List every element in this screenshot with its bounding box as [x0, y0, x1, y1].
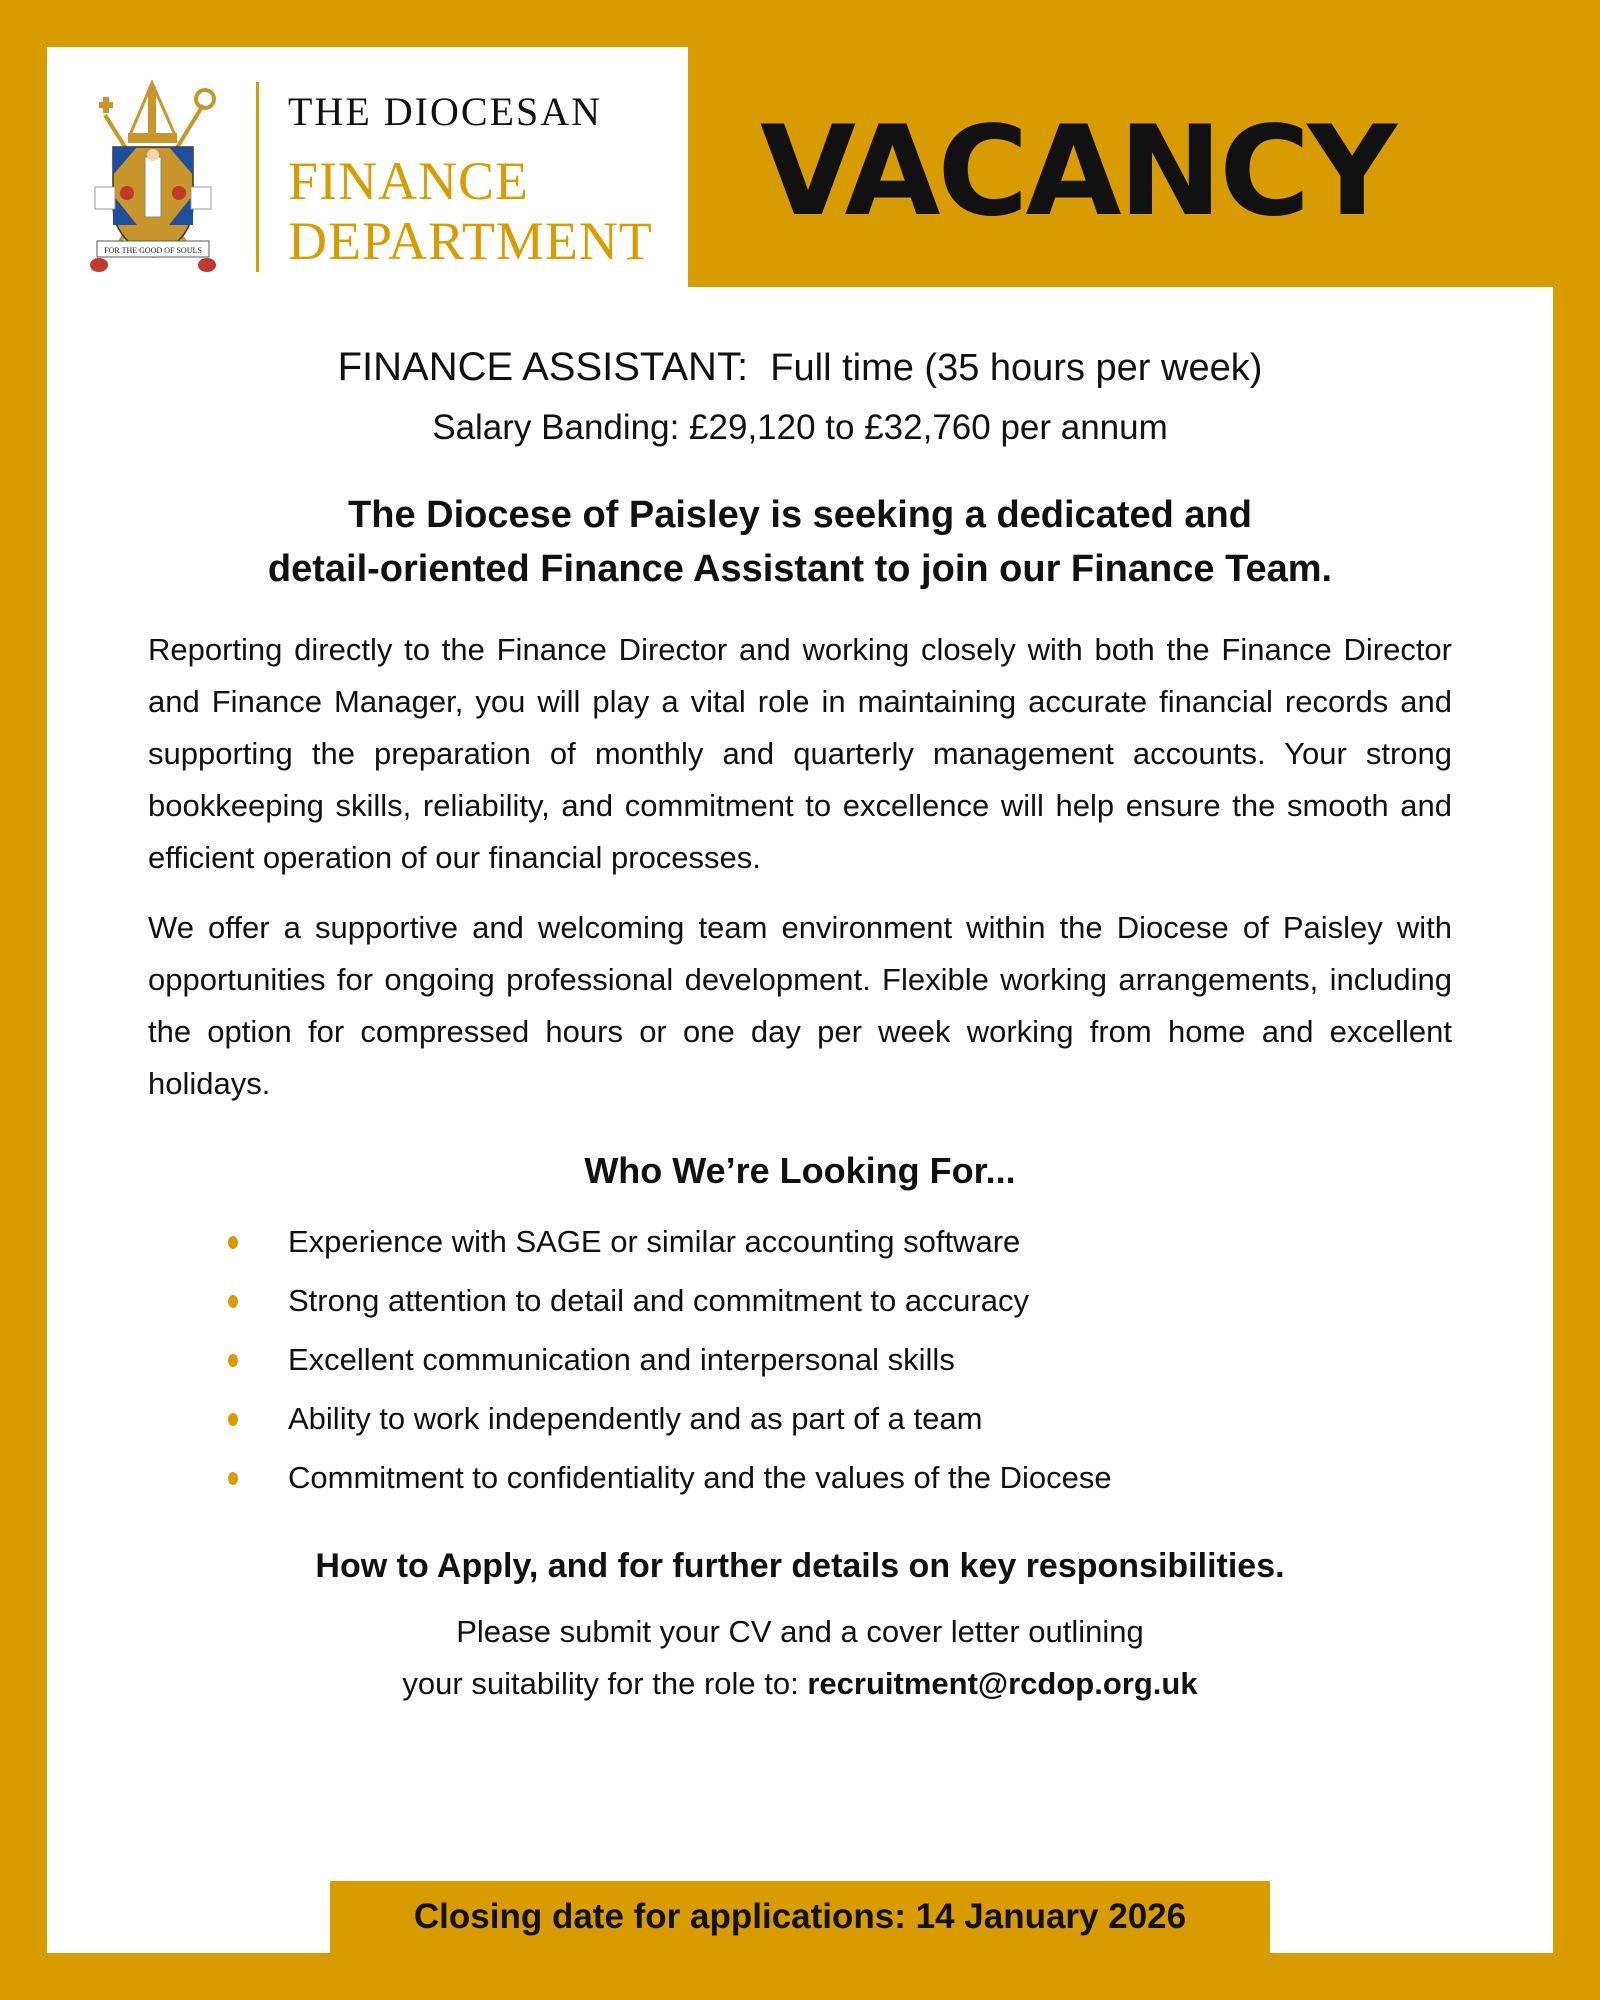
bullet-icon — [228, 1354, 238, 1367]
how-to-apply-heading: How to Apply, and for further details on key responsibilities. — [315, 1547, 1285, 1585]
requirements-list — [148, 1212, 1452, 1507]
crest-motto: FOR THE GOOD OF SOULS — [104, 246, 202, 255]
requirement-text: Excellent communication and interpersonal skills — [288, 1342, 955, 1377]
intro-statement — [148, 488, 1452, 596]
intro-line-2: detail-oriented Finance Assistant to join our Finance Team. — [267, 548, 1333, 590]
requirement-text: Ability to work independently and as part of a team — [288, 1401, 983, 1436]
list-item — [228, 1448, 1452, 1507]
bullet-icon — [228, 1295, 238, 1308]
benefits-paragraph: We offer a supportive and welcoming team environment within the Diocese of Paisley with opportunities for ongoing professional development. Flexible working arrangements, including the option for compressed hours or one day per week working from home and excellent holidays. — [148, 910, 1452, 1101]
org-name-line3: DEPARTMENT — [288, 211, 653, 271]
job-advert-body — [148, 345, 1452, 1710]
bullet-icon — [228, 1413, 238, 1426]
role-description-paragraph: Reporting directly to the Finance Director and working closely with both the Finance Director and Finance Manager, you will play a vital role in maintaining accurate financial records and supporting the preparation of monthly and quarterly management accounts. Your strong bookkeeping skills, reliability, and commitment to excellence will help ensure the smooth and efficient operation of our financial processes. — [148, 632, 1452, 875]
apply-line-2: your suitability for the role to: — [402, 1666, 808, 1701]
list-item — [228, 1212, 1452, 1271]
org-name-line2: FINANCE — [288, 151, 530, 211]
job-title: FINANCE ASSISTANT: — [337, 345, 749, 389]
bullet-icon — [228, 1236, 238, 1249]
logo-divider — [256, 82, 259, 272]
list-item — [228, 1330, 1452, 1389]
org-name-line1: THE DIOCESAN — [288, 89, 602, 134]
bullet-icon — [228, 1472, 238, 1485]
job-hours: Full time (35 hours per week) — [770, 347, 1263, 389]
closing-date-text: Closing date for applications: 14 January 2026 — [413, 1897, 1187, 1936]
apply-instructions — [148, 1606, 1452, 1710]
diocesan-crest-icon — [85, 75, 220, 275]
requirement-text: Strong attention to detail and commitment to accuracy — [288, 1283, 1029, 1318]
vacancy-headline: VACANCY — [760, 100, 1395, 244]
recruitment-email-link[interactable]: recruitment@rcdop.org.uk — [807, 1666, 1198, 1701]
list-item — [228, 1271, 1452, 1330]
apply-line-1: Please submit your CV and a cover letter outlining — [456, 1614, 1144, 1649]
looking-for-heading: Who We’re Looking For... — [584, 1150, 1016, 1191]
job-title-line — [148, 345, 1452, 390]
closing-date-banner — [330, 1881, 1270, 1953]
intro-line-1: The Diocese of Paisley is seeking a dedicated and — [348, 494, 1252, 536]
requirement-text: Experience with SAGE or similar accounting software — [288, 1224, 1021, 1259]
list-item — [228, 1389, 1452, 1448]
requirement-text: Commitment to confidentiality and the values of the Diocese — [288, 1460, 1112, 1495]
salary-banding: Salary Banding: £29,120 to £32,760 per annum — [432, 408, 1168, 447]
